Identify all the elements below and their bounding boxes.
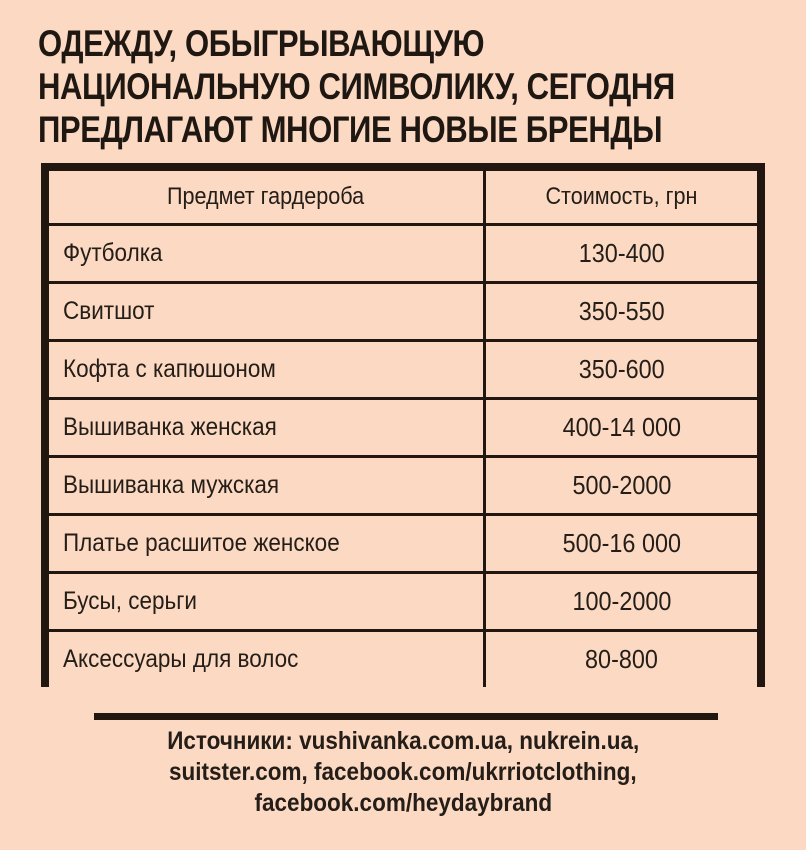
price-value: 80-800 — [585, 644, 658, 674]
item-label: Футболка — [63, 239, 163, 267]
item-cell — [49, 458, 486, 513]
price-value: 130-400 — [578, 238, 665, 268]
header-cell-price — [486, 171, 757, 223]
table-row — [49, 339, 757, 397]
header-item-label: Предмет гардероба — [167, 183, 365, 210]
item-label: Аксессуары для волос — [63, 645, 299, 673]
item-cell — [49, 574, 486, 629]
price-value: 100-2000 — [572, 586, 671, 616]
item-label: Кофта с капюшоном — [63, 355, 276, 383]
item-cell — [49, 516, 486, 571]
source-line-3 — [0, 788, 806, 819]
title-line-1: ОДЕЖДУ, ОБЫГРЫВАЮЩУЮ — [38, 23, 485, 64]
source-line-1 — [0, 726, 806, 757]
item-cell — [49, 400, 486, 455]
price-cell — [486, 226, 757, 281]
price-value: 350-550 — [578, 296, 665, 326]
table-row — [49, 397, 757, 455]
table-row — [49, 629, 757, 687]
price-value: 500-2000 — [572, 470, 671, 500]
price-value: 500-16 000 — [562, 528, 681, 558]
source-line-2 — [0, 757, 806, 788]
price-cell — [486, 574, 757, 629]
price-cell — [486, 458, 757, 513]
price-cell — [486, 632, 757, 687]
source-line-2-text: suitster.com, facebook.com/ukrriotclothing, — [169, 758, 637, 786]
table-row — [49, 571, 757, 629]
table-row — [49, 281, 757, 339]
item-label: Вышиванка женская — [63, 413, 277, 441]
header-cell-item — [49, 171, 486, 223]
item-label: Свитшот — [63, 297, 155, 325]
footer-divider — [94, 713, 718, 720]
price-value: 400-14 000 — [562, 412, 681, 442]
item-label: Вышиванка мужская — [63, 471, 280, 499]
header-price-label: Стоимость, грн — [545, 183, 698, 210]
sources-text — [0, 726, 806, 819]
item-cell — [49, 632, 486, 687]
table-row — [49, 223, 757, 281]
title-line-3: ПРЕДЛАГАЮТ МНОГИЕ НОВЫЕ БРЕНДЫ — [38, 109, 663, 150]
table-header-row — [49, 171, 757, 223]
item-cell — [49, 226, 486, 281]
item-label: Платье расшитое женское — [63, 529, 340, 557]
price-table — [41, 163, 765, 687]
table-row — [49, 455, 757, 513]
table-row — [49, 513, 757, 571]
title-line-2: НАЦИОНАЛЬНУЮ СИМВОЛИКУ, СЕГОДНЯ — [38, 66, 675, 107]
price-cell — [486, 400, 757, 455]
page-title — [38, 22, 675, 151]
source-line-3-text: facebook.com/heydaybrand — [254, 789, 552, 817]
item-cell — [49, 284, 486, 339]
price-value: 350-600 — [578, 354, 665, 384]
price-cell — [486, 342, 757, 397]
price-cell — [486, 284, 757, 339]
item-label: Бусы, серьги — [63, 587, 197, 615]
source-line-1-text: Источники: vushivanka.com.ua, nukrein.ua, — [166, 727, 640, 755]
price-cell — [486, 516, 757, 571]
item-cell — [49, 342, 486, 397]
